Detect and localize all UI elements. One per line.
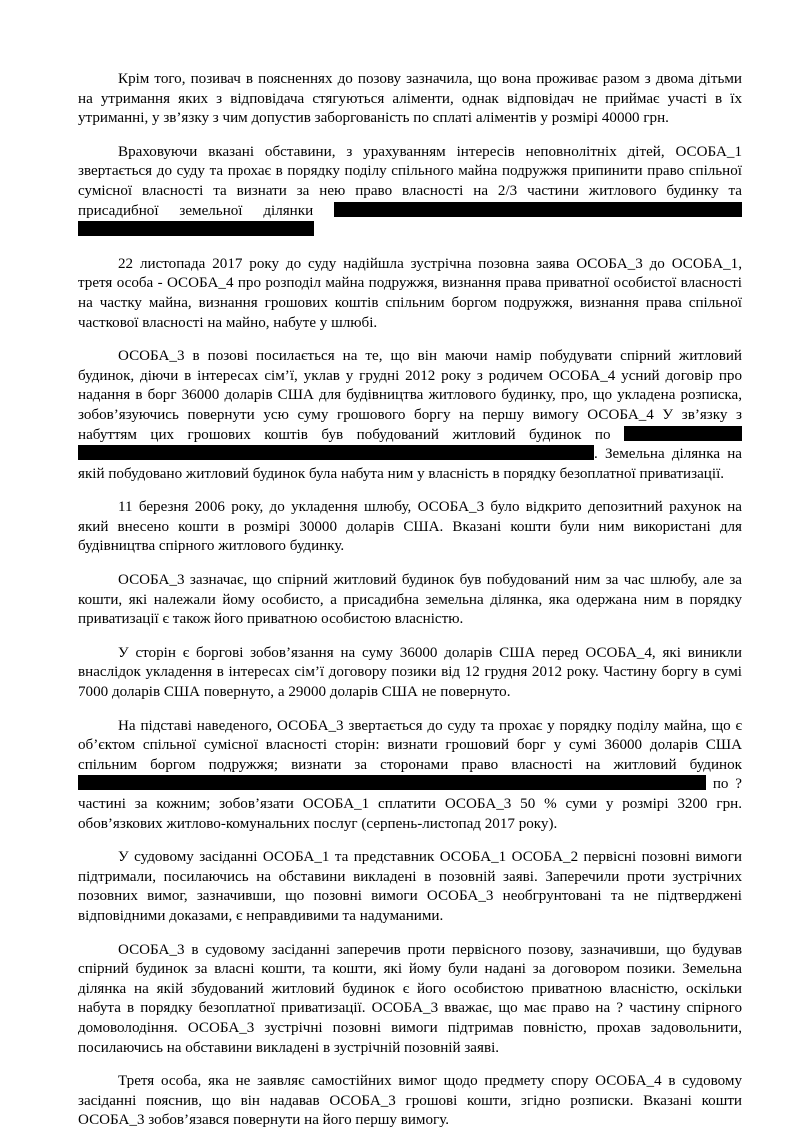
paragraph-hearing-plaintiff: У судовому засіданні ОСОБА_1 та представник ОСОБА_1 ОСОБА_2 первісні позовні вимоги підтримали, посилаючись на обставини викладені в позовній заяві. Заперечили проти зустрічних позовних вимог, зазначивши, що позовні вимоги ОСОБА_3 необгрунтовані та не підтверджені відповідними доказами, є неправдивими та надуманими. [78, 849, 742, 924]
paragraph-third-party: Третя особа, яка не заявляє самостійних вимог щодо предмету спору ОСОБА_4 в судовому засіданні пояснив, що він надавав ОСОБА_3 грошові кошти, згідно розписки. Вказані кошти ОСОБА_3 зобов’язався повернути на його першу вимогу. [78, 1073, 742, 1129]
redaction-block [78, 445, 594, 460]
redaction-block [78, 775, 706, 790]
paragraph-debt-obligations: У сторін є боргові зобов’язання на суму 36000 доларів США перед ОСОБА_4, які виникли внаслідок укладення в інтересах сім’ї договору позики від 12 грудня 2012 року. Частину боргу в сумі 7000 доларів США повернуто, а 29000 доларів США не повернуто. [78, 644, 742, 701]
paragraph-alimony: Крім того, позивач в поясненнях до позову зазначила, що вона проживає разом з двома дітьми на утримання яких з відповідача стягуються аліменти, однак відповідач не приймає участі в їх утриманні, у зв’язку з чим допустив заборгованість по сплаті аліментів у розмірі 40000 грн. [78, 71, 742, 127]
paragraph-text: Враховуючи вказані обставини, з урахуванням інтересів неповнолітніх дітей, ОСОБА_1 звертається до суду та прохає в порядку поділу спільного майна подружжя припинити право спільної сумісної власності та визнати за нею право власності на 2/3 частини житлового будинку та присадибної земельної ділянки [78, 143, 742, 219]
paragraph-loan-agreement [78, 347, 742, 484]
paragraph-text: ОСОБА_3 в позові посилається на те, що він маючи намір побудувати спірний житловий будинок, діючи в інтересах сім’ї, уклав у грудні 2012 року з родичем ОСОБА_4 усний договір про надання в борг 36000 доларів США для будівництва житлового будинку, про, що укладена розписка, зобов’язуючись повернути усю суму грошового боргу на першу вимогу ОСОБА_4 У зв’язку з набуттям цих грошових коштів був побудований житловий будинок по [78, 348, 742, 443]
paragraph-hearing-defendant: ОСОБА_3 в судовому засіданні заперечив проти первісного позову, зазначивши, що будував спірний будинок за власні кошти, та кошти, які йому були надані за договором позики. Земельна ділянка на якій збудований житловий будинок є його особистою приватною власністю, оскільки набута в порядку безоплатної приватизації. ОСОБА_3 вважає, що має право на ? частину спірного домоволодіння. ОСОБА_3 зустрічні позовні вимоги підтримав повністю, прохав задовольнити, посилаючись на обставини викладені в зустрічній позовній заяві. [78, 941, 742, 1056]
paragraph-deposit-account: 11 березня 2006 року, до укладення шлюбу, ОСОБА_3 було відкрито депозитний рахунок на який внесено кошти в розмірі 30000 доларів США. Вказані кошти були ним використані для будівництва спірного житлового будинку. [78, 499, 742, 555]
paragraph-counterclaim: 22 листопада 2017 року до суду надійшла зустрічна позовна заява ОСОБА_3 до ОСОБА_1, третя особа - ОСОБА_4 про розподіл майна подружжя, визнання права приватної особистої власності на частку майна, визнання грошових коштів спільним боргом подружжя, визнання права спільної часткової власності на майно, набуте у шлюбі. [78, 255, 742, 331]
paragraph-text: На підставі наведеного, ОСОБА_3 звертається до суду та прохає у порядку поділу майна, що є об’єктом спільної сумісної власності сторін: визнати грошовий борг у сумі 36000 доларів США спільним боргом подружжя; визнати за сторонами право власності на житловий будинок [78, 717, 742, 773]
document-page [78, 70, 742, 1145]
paragraph-personal-funds: ОСОБА_3 зазначає, що спірний житловий будинок був побудований ним за час шлюбу, але за кошти, які належали йому особисто, а присадибна земельна ділянка, яка одержана ним в порядку приватизації є також його приватною особистою власністю. [78, 572, 742, 628]
paragraph-text: по ? частині за кожним; зобов’язати ОСОБА_1 сплатити ОСОБА_3 50 % суми у розмірі 3200 грн. обов’язкових житлово-комунальних послуг (серпень-листопад 2017 року). [78, 776, 742, 832]
redaction-block [78, 221, 314, 236]
paragraph-counterclaim-requests [78, 717, 742, 835]
redaction-block [334, 202, 742, 217]
paragraph-text: . Земельна ділянка на якій побудовано житловий будинок була набута ним у власність в порядку безоплатної приватизації. [78, 446, 742, 482]
paragraph-claim-property-division [78, 143, 742, 241]
redaction-block [624, 426, 742, 441]
